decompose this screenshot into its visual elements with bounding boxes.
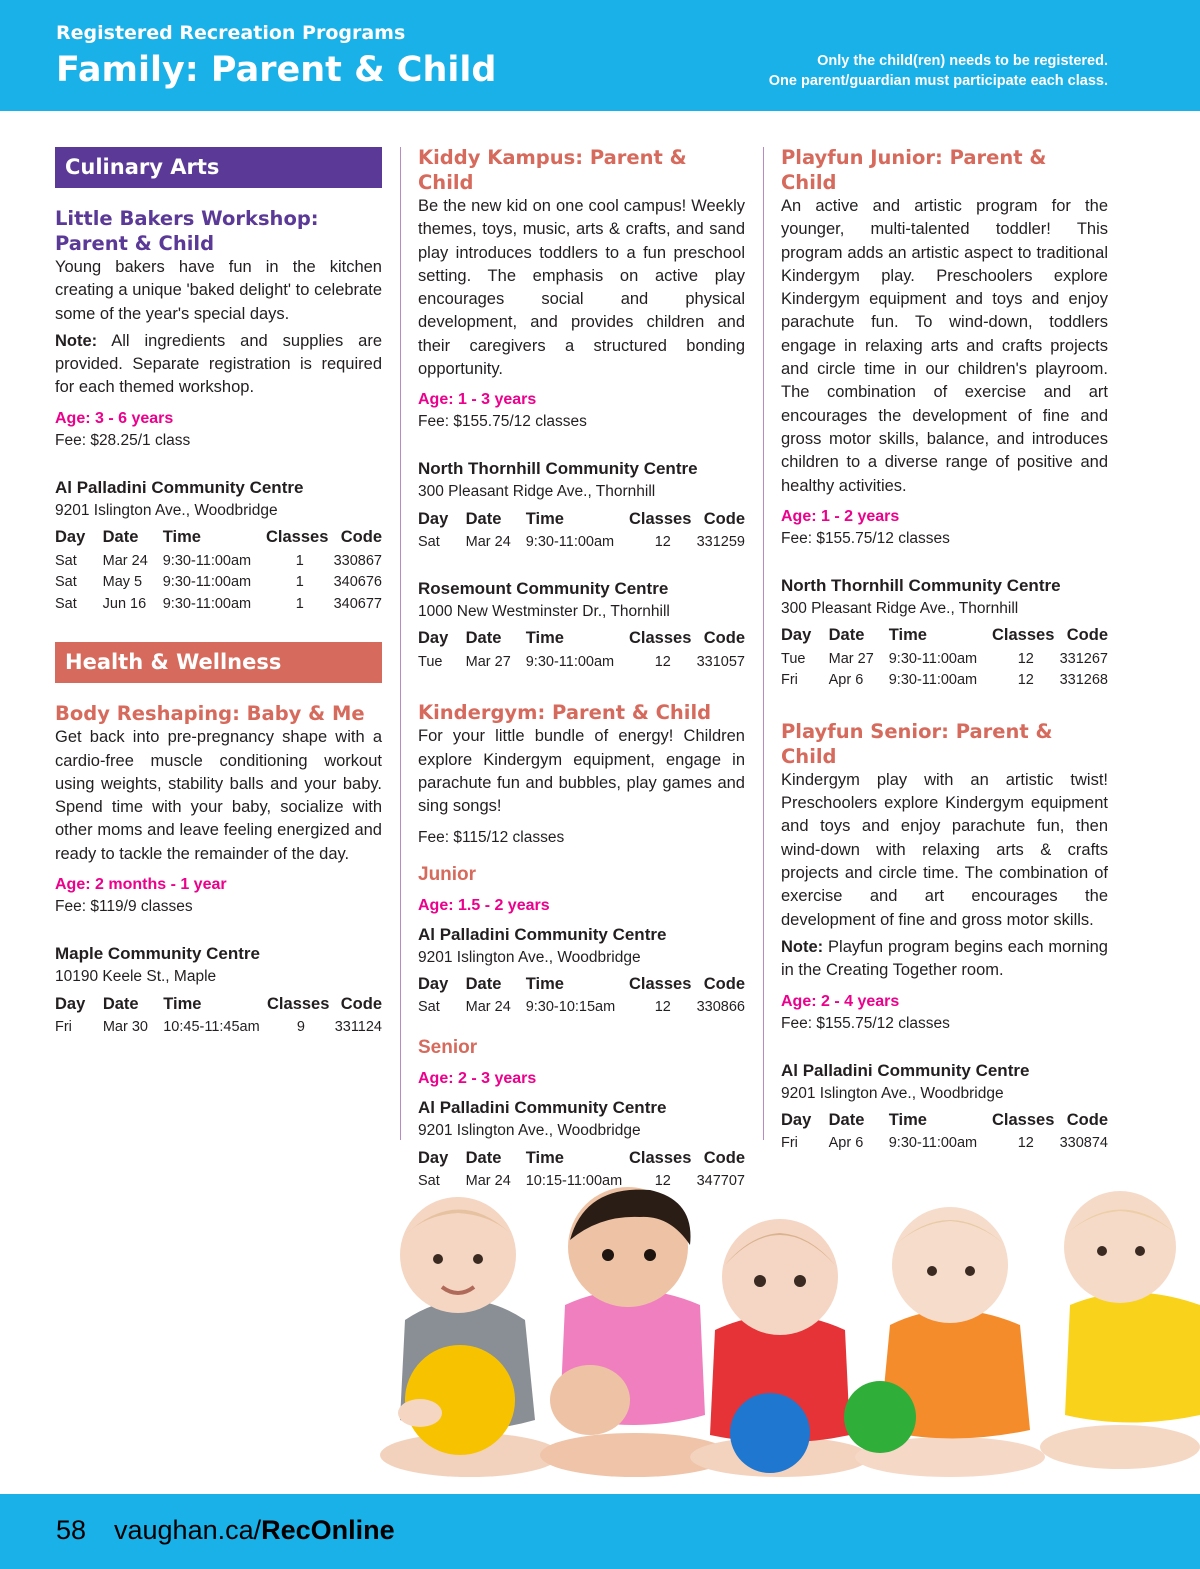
schedule-header-row	[418, 507, 745, 531]
col-day: Day	[781, 1111, 812, 1130]
registration-note-line-2: One parent/guardian must participate each class.	[768, 73, 1108, 89]
fee: Fee: $155.75/12 classes	[781, 1014, 950, 1032]
cell-day: Sat	[55, 574, 77, 591]
cell-classes: 1	[295, 574, 304, 591]
location-address: 300 Pleasant Ridge Ave., Thornhill	[781, 599, 1019, 617]
program-title-line-1: Little Bakers Workshop:	[55, 207, 319, 230]
schedule-header-row	[781, 1109, 1108, 1133]
schedule-header-row	[55, 992, 382, 1016]
location-name: Al Palladini Community Centre	[781, 1060, 1030, 1080]
schedule-table	[418, 507, 745, 553]
col-code: Code	[340, 994, 382, 1013]
cell-date: Mar 27	[465, 653, 511, 670]
table-row	[55, 1016, 382, 1038]
note-label: Note:	[55, 331, 98, 350]
schedule-table	[781, 1109, 1108, 1155]
column-divider	[400, 147, 401, 1140]
location-name: Al Palladini Community Centre	[418, 1098, 667, 1118]
cell-classes: 12	[1017, 650, 1034, 667]
schedule-header-row	[418, 973, 745, 997]
col-time: Time	[525, 629, 564, 648]
blue-ball	[730, 1393, 810, 1473]
location-name: Al Palladini Community Centre	[418, 924, 667, 944]
cell-day: Sat	[55, 552, 77, 569]
page-number: 58	[56, 1515, 87, 1545]
col-classes: Classes	[628, 1148, 692, 1167]
note-text: All ingredients and supplies are provided. Separate registration is required for each themed workshop.	[55, 331, 382, 397]
age-range: Age: 1.5 - 2 years	[418, 896, 550, 914]
cell-day: Fri	[55, 1018, 72, 1035]
level-senior: Senior	[418, 1037, 478, 1059]
table-row	[55, 593, 382, 615]
cell-code: 331259	[696, 534, 745, 551]
cell-classes: 9	[296, 1018, 305, 1035]
cell-date: Apr 6	[828, 672, 864, 689]
program-title-line-2: Parent & Child	[55, 232, 215, 255]
cell-classes: 1	[295, 595, 304, 612]
cell-classes: 1	[295, 552, 304, 569]
cell-time: 9:30-11:00am	[888, 650, 978, 667]
cell-classes: 12	[654, 999, 671, 1016]
table-row	[781, 648, 1108, 670]
col-classes: Classes	[629, 975, 692, 994]
age-range: Age: 1 - 2 years	[781, 507, 900, 525]
col-code: Code	[1066, 626, 1108, 645]
program-description: Kindergym play with an artistic twist! Preschoolers explore Kindergym equipment and toys and enjoy parachute fun, then wind-down with relaxing arts & crafts projects and circle time. The combination of exercise and art encourages the development of fine and gross motor skills.	[781, 770, 1108, 929]
age-range: Age: 3 - 6 years	[55, 409, 174, 427]
green-ball	[844, 1381, 916, 1453]
column-1	[55, 147, 382, 1038]
section-culinary-arts: Culinary Arts	[55, 147, 382, 188]
location-name: North Thornhill Community Centre	[781, 575, 1061, 595]
cell-time: 9:30-11:00am	[525, 534, 615, 551]
schedule-table	[55, 526, 382, 615]
program-title: Playfun Junior: Parent & Child	[781, 146, 1047, 194]
cell-code: 331124	[334, 1018, 382, 1035]
location-address: 9201 Islington Ave., Woodbridge	[781, 1084, 1004, 1102]
location-name: Al Palladini Community Centre	[55, 477, 304, 497]
col-date: Date	[102, 528, 139, 547]
schedule-header-row	[55, 526, 382, 550]
page-title: Family: Parent & Child	[56, 50, 497, 90]
note-label: Note:	[781, 937, 824, 956]
fee: Fee: $155.75/12 classes	[418, 413, 587, 431]
cell-time: 9:30-11:00am	[888, 672, 978, 689]
level-junior: Junior	[418, 863, 477, 885]
cell-day: Tue	[781, 650, 806, 667]
table-row	[418, 531, 745, 553]
cell-time: 9:30-11:00am	[162, 574, 252, 591]
table-row	[781, 1133, 1108, 1155]
location-name: Maple Community Centre	[55, 944, 260, 964]
col-time: Time	[163, 994, 202, 1013]
cell-date: Mar 27	[828, 650, 874, 667]
cell-date: Jun 16	[102, 595, 147, 612]
cell-code: 340676	[333, 574, 382, 591]
col-date: Date	[828, 626, 865, 645]
col-day: Day	[418, 975, 449, 994]
column-2	[418, 145, 745, 1192]
program-description: Young bakers have fun in the kitchen creating a unique 'baked delight' to celebrate some of the year's special days.	[55, 258, 382, 323]
col-day: Day	[55, 994, 86, 1013]
cell-classes: 12	[654, 534, 671, 551]
cell-classes: 12	[1017, 672, 1034, 689]
location-name: North Thornhill Community Centre	[418, 459, 698, 479]
cell-code: 340677	[333, 595, 382, 612]
col-classes: Classes	[267, 994, 330, 1013]
registration-note	[769, 51, 1108, 91]
location-name: Rosemount Community Centre	[418, 578, 669, 598]
location-address: 9201 Islington Ave., Woodbridge	[418, 948, 641, 966]
cell-code: 331057	[696, 653, 745, 670]
cell-code: 330867	[333, 552, 382, 569]
cell-code: 347707	[696, 1172, 745, 1189]
col-code: Code	[1066, 1111, 1108, 1130]
cell-day: Sat	[55, 595, 77, 612]
age-range: Age: 2 - 3 years	[418, 1070, 537, 1088]
cell-time: 9:30-11:00am	[525, 653, 615, 670]
cell-time: 10:15-11:00am	[525, 1172, 623, 1189]
babies-photo	[350, 1185, 1200, 1485]
column-3	[781, 145, 1108, 1154]
table-row	[55, 550, 382, 572]
cell-day: Fri	[781, 1135, 798, 1152]
col-classes: Classes	[265, 528, 329, 547]
baby-red-shirt	[690, 1219, 870, 1477]
col-code: Code	[703, 629, 745, 648]
table-row	[418, 997, 745, 1019]
table-row	[781, 669, 1108, 691]
cell-time: 9:30-10:15am	[525, 999, 616, 1016]
col-day: Day	[418, 629, 449, 648]
col-day: Day	[55, 528, 86, 547]
col-day: Day	[418, 509, 449, 528]
schedule-table	[55, 992, 382, 1038]
col-code: Code	[340, 528, 382, 547]
url-prefix: vaughan.ca/	[114, 1515, 262, 1545]
col-day: Day	[418, 1148, 449, 1167]
section-health-wellness: Health & Wellness	[55, 642, 382, 683]
program-title: Kiddy Kampus: Parent & Child	[418, 146, 687, 194]
cell-classes: 12	[654, 653, 671, 670]
program-title	[55, 206, 382, 256]
cell-date: Mar 30	[102, 1018, 148, 1035]
age-range: Age: 2 - 4 years	[781, 992, 900, 1010]
age-range: Age: 2 months - 1 year	[55, 876, 227, 894]
program-title: Body Reshaping: Baby & Me	[55, 702, 365, 726]
note-text: Playfun program begins each morning in the Creating Together room.	[781, 937, 1108, 980]
header-kicker: Registered Recreation Programs	[56, 22, 406, 44]
col-code: Code	[703, 975, 745, 994]
website-link[interactable]	[114, 1515, 395, 1546]
cell-day: Fri	[781, 672, 798, 689]
program-title: Playfun Senior: Parent & Child	[781, 719, 1053, 768]
schedule-table	[418, 973, 745, 1019]
col-time: Time	[525, 509, 564, 528]
table-row	[55, 571, 382, 593]
col-date: Date	[465, 509, 502, 528]
col-date: Date	[828, 1111, 865, 1130]
baby-orange-shirt	[844, 1207, 1045, 1477]
col-date: Date	[102, 994, 139, 1013]
schedule-table	[781, 624, 1108, 691]
program-description: Get back into pre-pregnancy shape with a cardio-free muscle conditioning workout using weights, stability balls and your baby. Spend time with your baby, socialize with other moms and leave feeling energized and ready to tackle the remainder of the day.	[55, 728, 382, 863]
fee: Fee: $115/12 classes	[418, 828, 565, 846]
schedule-header-row	[418, 1146, 745, 1170]
schedule-table	[418, 627, 745, 673]
col-classes: Classes	[628, 509, 692, 528]
cell-date: Mar 24	[465, 1172, 511, 1189]
cell-classes: 12	[654, 1172, 671, 1189]
cell-code: 330866	[696, 999, 745, 1016]
location-address: 10190 Keele St., Maple	[55, 968, 217, 986]
col-classes: Classes	[628, 629, 692, 648]
registration-note-line-1: Only the child(ren) needs to be registered.	[817, 53, 1108, 69]
program-description: For your little bundle of energy! Children explore Kindergym equipment, engage in parachute fun and bubbles, play games and sing songs!	[418, 727, 745, 816]
cell-date: May 5	[102, 574, 143, 591]
col-code: Code	[703, 509, 745, 528]
table-row	[418, 651, 745, 673]
baby-yellow-shirt	[1040, 1191, 1200, 1469]
cell-date: Mar 24	[102, 552, 148, 569]
fee: Fee: $28.25/1 class	[55, 431, 191, 449]
program-description: An active and artistic program for the younger, multi-talented toddler! This program adds an artistic aspect to traditional Kindergym play. Preschoolers explore Kindergym equipment and toys and enjoy parachute fun. To wind-down, toddlers engage in relaxing arts and crafts projects and circle time in our children's playroom. The combination of exercise and art encourages the development of fine and gross motor skills, balance, and introduces children to a diverse range of positive and healthy activities.	[781, 197, 1108, 495]
baby-grey-shirt	[380, 1197, 560, 1477]
cell-day: Sat	[418, 1172, 440, 1189]
url-bold: RecOnline	[261, 1515, 395, 1545]
fee: Fee: $119/9 classes	[55, 898, 193, 916]
location-address: 9201 Islington Ave., Woodbridge	[418, 1122, 641, 1140]
schedule-header-row	[781, 624, 1108, 648]
col-classes: Classes	[991, 626, 1055, 645]
col-time: Time	[888, 626, 927, 645]
col-date: Date	[465, 975, 502, 994]
location-address: 300 Pleasant Ridge Ave., Thornhill	[418, 483, 656, 501]
cell-code: 331268	[1059, 672, 1108, 689]
program-description: Be the new kid on one cool campus! Weekly themes, toys, music, arts & crafts, and sand play introduces toddlers to a fun preschool setting. The emphasis on active play encourages social and physical development, and provides children and their caregivers a structured bonding opportunity.	[418, 197, 745, 379]
schedule-header-row	[418, 627, 745, 651]
program-note	[55, 330, 382, 400]
col-day: Day	[781, 626, 812, 645]
cell-date: Mar 24	[465, 534, 511, 551]
col-code: Code	[703, 1148, 745, 1167]
column-divider	[763, 147, 764, 1140]
cell-code: 331267	[1059, 650, 1108, 667]
cell-date: Mar 24	[465, 999, 511, 1016]
cell-time: 9:30-11:00am	[888, 1135, 978, 1152]
cell-day: Sat	[418, 999, 440, 1016]
cell-day: Tue	[418, 653, 443, 670]
cell-time: 10:45-11:45am	[163, 1018, 260, 1035]
cell-code: 330874	[1059, 1135, 1108, 1152]
age-range: Age: 1 - 3 years	[418, 391, 537, 409]
col-date: Date	[465, 629, 502, 648]
baby-pink-shirt	[540, 1187, 730, 1477]
location-address: 9201 Islington Ave., Woodbridge	[55, 501, 278, 519]
cell-classes: 12	[1017, 1135, 1034, 1152]
col-time: Time	[525, 975, 564, 994]
col-classes: Classes	[991, 1111, 1055, 1130]
program-note	[781, 936, 1108, 983]
cell-day: Sat	[418, 534, 440, 551]
col-time: Time	[525, 1148, 564, 1167]
col-date: Date	[465, 1148, 502, 1167]
cell-time: 9:30-11:00am	[162, 552, 252, 569]
cell-time: 9:30-11:00am	[162, 595, 252, 612]
col-time: Time	[888, 1111, 927, 1130]
cell-date: Apr 6	[828, 1135, 864, 1152]
fee: Fee: $155.75/12 classes	[781, 529, 950, 547]
program-title: Kindergym: Parent & Child	[418, 701, 712, 725]
col-time: Time	[162, 528, 201, 547]
location-address: 1000 New Westminster Dr., Thornhill	[418, 602, 670, 620]
